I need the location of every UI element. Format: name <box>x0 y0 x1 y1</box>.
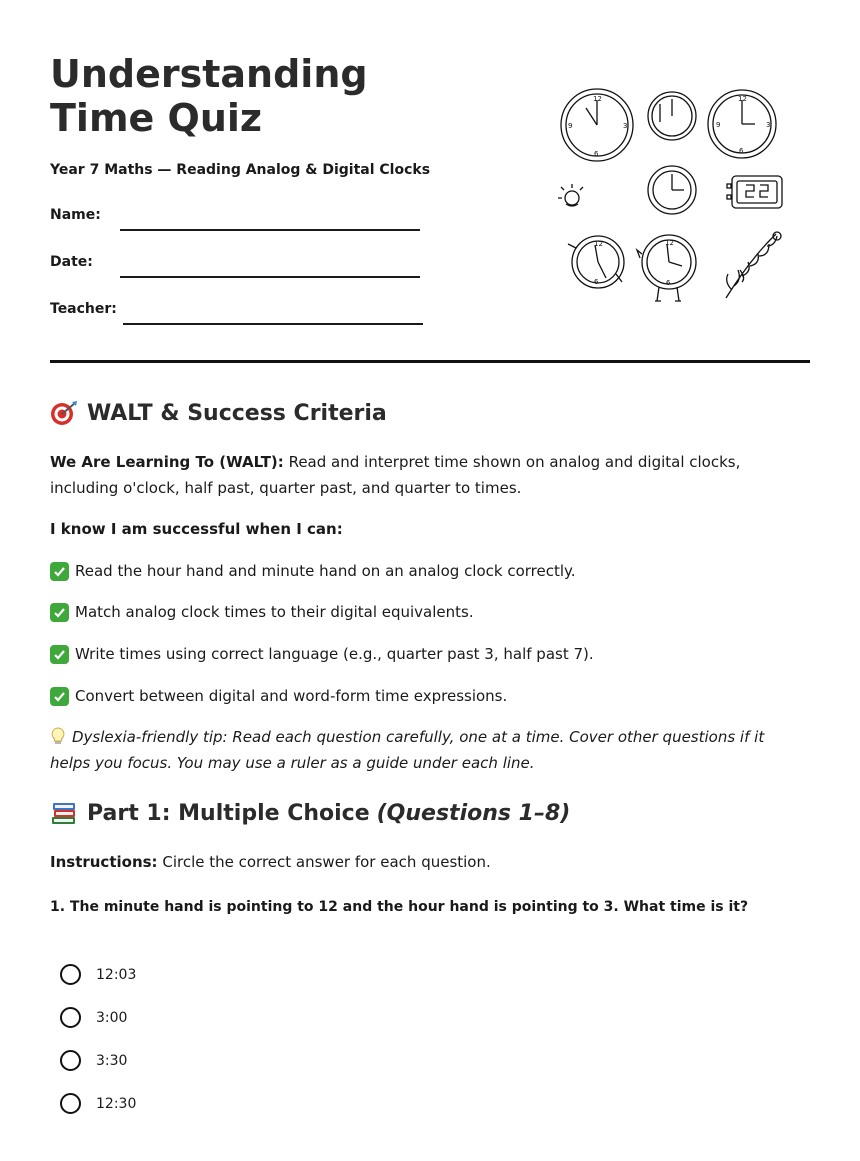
criteria-text: Convert between digital and word-form time expressions. <box>75 687 508 705</box>
criteria-text: Read the hour hand and minute hand on an analog clock correctly. <box>75 562 576 580</box>
radio-circle-icon[interactable] <box>60 964 81 985</box>
tip-text: Dyslexia-friendly tip: Read each question carefully, one at a time. Cover other questions if it helps you focus. You may use a ruler as a guide under each line. <box>50 728 765 772</box>
instructions-label: Instructions: <box>50 853 158 871</box>
radio-circle-icon[interactable] <box>60 1093 81 1114</box>
option-label: 12:30 <box>96 1095 137 1112</box>
check-icon <box>50 603 69 622</box>
option-label: 3:00 <box>96 1009 128 1026</box>
option-1a[interactable] <box>60 964 136 985</box>
date-field[interactable] <box>120 276 420 278</box>
part1-heading <box>50 800 570 826</box>
option-label: 12:03 <box>96 966 137 983</box>
walt-intro-label: We Are Learning To (WALT): <box>50 453 284 471</box>
svg-text:6: 6 <box>594 278 599 286</box>
walt-heading-text: WALT & Success Criteria <box>87 400 387 426</box>
check-icon <box>50 562 69 581</box>
criteria-item <box>50 643 594 665</box>
svg-text:9: 9 <box>716 121 721 129</box>
svg-text:6: 6 <box>739 147 744 155</box>
page-subtitle: Year 7 Maths — Reading Analog & Digital Clocks <box>50 162 431 178</box>
part1-instructions <box>50 849 800 875</box>
criteria-text: Match analog clock times to their digital equivalents. <box>75 603 474 621</box>
svg-text:12: 12 <box>593 95 602 103</box>
name-label: Name: <box>50 207 101 223</box>
criteria-item <box>50 685 507 707</box>
part1-heading-suffix: (Questions 1–8) <box>376 800 571 826</box>
radio-circle-icon[interactable] <box>60 1007 81 1028</box>
svg-text:3: 3 <box>766 121 771 129</box>
criteria-item <box>50 560 576 582</box>
walt-intro-text: Read and interpret time shown on analog and digital clocks, including o'clock, half past, quarter past, and quarter to times. <box>50 453 741 497</box>
date-label: Date: <box>50 254 93 270</box>
svg-text:6: 6 <box>666 279 671 287</box>
lightbulb-icon <box>50 727 66 745</box>
name-field[interactable] <box>120 229 420 231</box>
option-1d[interactable] <box>60 1093 136 1114</box>
teacher-field[interactable] <box>123 323 423 325</box>
svg-text:12: 12 <box>594 240 603 248</box>
svg-text:12: 12 <box>738 95 747 103</box>
criteria-text: Write times using correct language (e.g., quarter past 3, half past 7). <box>75 645 594 663</box>
check-icon <box>50 645 69 664</box>
svg-text:9: 9 <box>568 122 573 130</box>
success-heading: I know I am successful when I can: <box>50 520 343 538</box>
radio-circle-icon[interactable] <box>60 1050 81 1071</box>
check-icon <box>50 687 69 706</box>
books-icon <box>50 800 78 826</box>
part1-heading-text: Part 1: Multiple Choice <box>87 800 370 826</box>
svg-text:3: 3 <box>623 122 628 130</box>
walt-heading <box>50 400 387 426</box>
teacher-label: Teacher: <box>50 301 117 317</box>
question-1: 1. The minute hand is pointing to 12 and the hour hand is pointing to 3. What time is it? <box>50 899 749 915</box>
option-label: 3:30 <box>96 1052 128 1069</box>
svg-text:12: 12 <box>665 239 674 247</box>
dyslexia-tip <box>50 724 800 776</box>
svg-text:6: 6 <box>594 150 599 158</box>
target-icon <box>50 400 78 426</box>
walt-intro <box>50 449 800 501</box>
instructions-text: Circle the correct answer for each question. <box>162 853 491 871</box>
clock-clipart <box>556 86 786 308</box>
option-1c[interactable] <box>60 1050 127 1071</box>
page-title: Understanding Time Quiz <box>50 52 368 140</box>
criteria-item <box>50 601 474 623</box>
option-1b[interactable] <box>60 1007 127 1028</box>
header-divider <box>50 360 810 363</box>
